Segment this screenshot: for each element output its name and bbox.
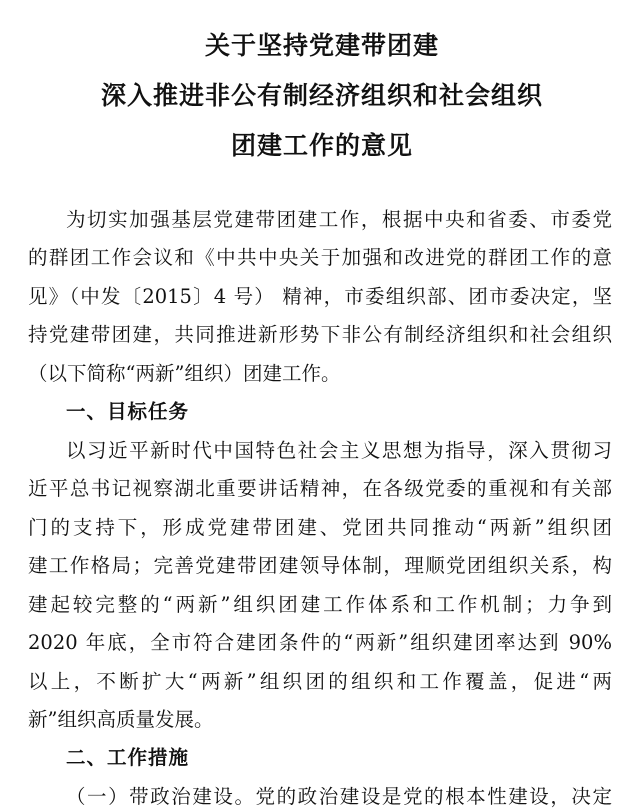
- section1-paragraph-line: 近平总书记视察湖北重要讲话精神，在各级党委的重视和有关部: [28, 477, 612, 500]
- document-title-line-1: 关于坚持党建带团建: [204, 31, 439, 60]
- intro-paragraph-line: （以下简称“两新”组织）团建工作。: [28, 362, 341, 385]
- document-title-line-2: 深入推进非公有制经济组织和社会组织: [100, 81, 543, 110]
- section1-paragraph-line: 以上，不断扩大“两新”组织团的组织和工作覆盖，促进“两: [28, 670, 612, 693]
- intro-paragraph-line: 见》（中发〔2015〕4 号） 精神，市委组织部、团市委决定，坚: [28, 285, 612, 308]
- section1-paragraph-line: 以习近平新时代中国特色社会主义思想为指导，深入贯彻习: [66, 439, 612, 462]
- intro-paragraph-line: 为切实加强基层党建带团建工作，根据中央和省委、市委党: [66, 208, 612, 231]
- document-title-line-3: 团建工作的意见: [230, 131, 413, 160]
- section1-paragraph-line: 建起较完整的“两新”组织团建工作体系和工作机制；力争到: [28, 593, 612, 616]
- section2-paragraph-line: （一）带政治建设。党的政治建设是党的根本性建设，决定: [66, 785, 612, 808]
- intro-paragraph-line: 持党建带团建，共同推进新形势下非公有制经济组织和社会组织: [28, 323, 612, 346]
- intro-paragraph-line: 的群团工作会议和《中共中央关于加强和改进党的群团工作的意: [28, 246, 612, 269]
- section1-paragraph-line: 门的支持下，形成党建带团建、党团共同推动“两新”组织团: [28, 516, 612, 539]
- section-heading-goals: 一、目标任务: [66, 400, 190, 423]
- section1-paragraph-line: 新”组织高质量发展。: [28, 708, 214, 731]
- section1-paragraph-line: 2020 年底，全市符合建团条件的“两新”组织建团率达到 90%: [28, 631, 612, 654]
- section1-paragraph-line: 建工作格局；完善党建带团建领导体制，理顺党团组织关系，构: [28, 554, 612, 577]
- section-heading-measures: 二、工作措施: [66, 746, 190, 769]
